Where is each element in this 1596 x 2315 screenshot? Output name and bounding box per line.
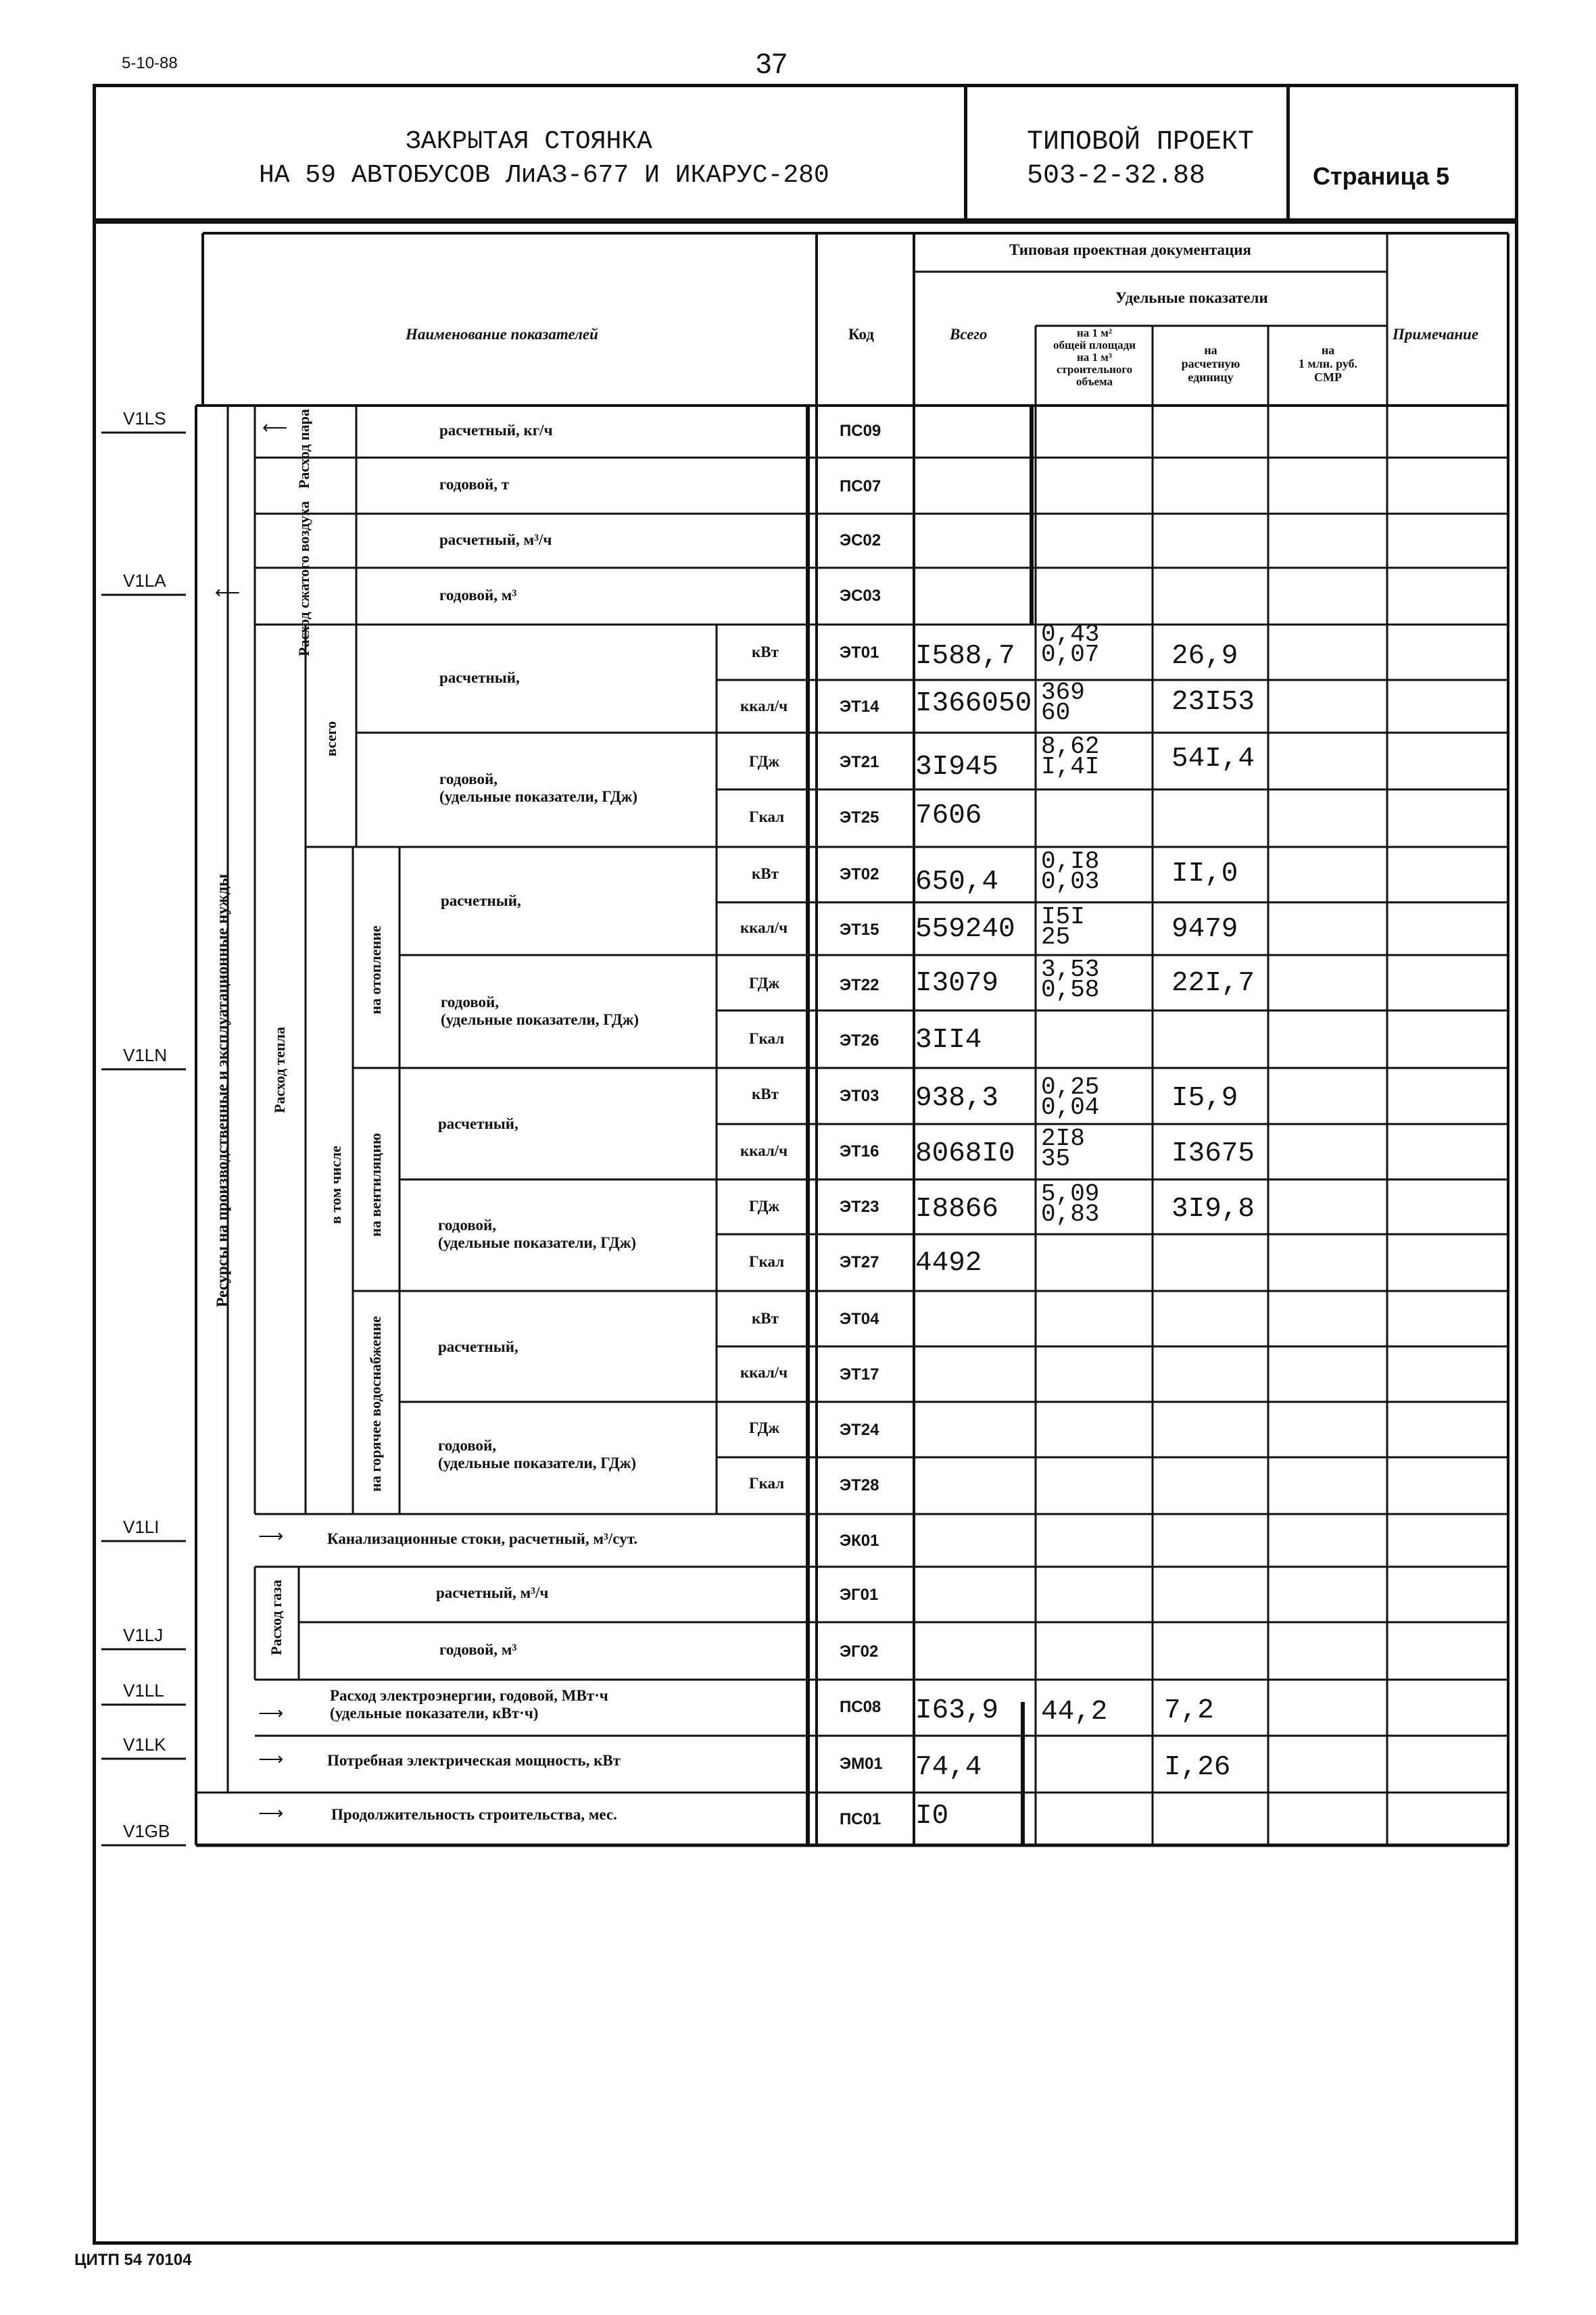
label-calc: расчетный, [438,1115,518,1132]
unit: ГДж [749,1198,780,1215]
arrow-icon: ⟶ [258,1703,284,1723]
value-total: 559240 [915,914,1015,945]
header-per-mln-l2: 1 млн. руб. [1298,357,1358,370]
group-air: Расход сжатого воздуха [295,501,312,656]
value-per-unit: I5,9 [1171,1083,1238,1114]
value-per-m2: 44,2 [1041,1697,1108,1728]
row-code: ЭТ17 [840,1365,879,1384]
label-year-t: годовой, т [439,476,510,493]
label-year-gj [438,1217,636,1252]
value-per-m2-b: 0,03 [1041,868,1100,896]
label-sewage: Канализационные стоки, расчетный, м³/сут. [327,1530,638,1547]
row-code: ЭС02 [840,531,881,550]
label-year-gj-1: годовой, [438,1437,497,1454]
unit: ГДж [749,975,780,992]
value-per-m2-b: 60 [1041,699,1071,727]
label-duration: Продолжительность строительства, мес. [331,1806,617,1823]
side-code: V1LL [123,1680,164,1701]
value-per-m2-a: I5I [1041,903,1085,931]
label-year-gj-2: (удельные показатели, ГДж) [439,788,638,805]
label-calc: расчетный, [439,669,520,686]
header-per-m2-l5: объема [1076,375,1113,388]
value-total: 650,4 [915,867,999,898]
header-total: Всего [950,326,988,343]
label-year-gj [439,771,637,806]
arrow-icon: ⟵ [215,583,241,602]
row-code: ЭМ01 [840,1755,883,1773]
header-group: Типовая проектная документация [1009,241,1251,258]
value-total: I63,9 [915,1695,999,1726]
value-total: 7606 [915,800,982,831]
value-per-unit: 26,9 [1171,641,1238,672]
title-line-1: ЗАКРЫТАЯ СТОЯНКА [406,127,652,156]
header-per-unit [1155,343,1267,384]
row-code: ЭС03 [840,587,881,605]
page-label: Страница 5 [1313,162,1450,190]
value-total: 8068I0 [915,1138,1015,1169]
label-gas-calc: расчетный, м³/ч [436,1584,549,1601]
row-code: ЭГ01 [840,1586,879,1604]
side-code: V1LA [123,570,166,591]
header-per-mln-l3: СМР [1314,370,1342,384]
value-per-unit: II,0 [1171,858,1238,890]
side-code: V1LK [123,1734,166,1755]
label-year-gj-1: годовой, [441,994,500,1010]
row-code: ПС08 [840,1698,881,1716]
footer-code: ЦИТП 54 70104 [74,2251,192,2269]
row-code: ПС01 [840,1810,881,1828]
side-code: V1GB [123,1821,170,1841]
value-per-unit: 23I53 [1171,687,1255,718]
unit: ккал/ч [740,919,788,936]
header-per-m2-l1: на 1 м² [1077,326,1112,339]
value-per-m2-a: 0,43 [1041,620,1100,648]
label-power: Потребная электрическая мощность, кВт [327,1752,621,1769]
unit: Гкал [749,1253,785,1270]
unit: кВт [752,865,779,882]
row-code: ЭТ25 [840,808,879,827]
row-code: ЭТ01 [840,643,879,662]
value-per-m2-a: 0,25 [1041,1073,1100,1101]
row-code: ПС09 [840,422,881,440]
value-per-unit: 22I,7 [1171,968,1255,999]
value-per-m2 [1041,956,1100,1004]
value-total: 3II4 [915,1025,982,1056]
unit: ГДж [749,753,780,770]
header-note: Примечание [1393,326,1479,343]
group-gas: Расход газа [268,1580,285,1655]
label-calc-m3h: расчетный, м³/ч [439,531,552,548]
label-elec-1: Расход электроэнергии, годовой, МВт·ч [330,1687,608,1704]
header-per-m2-l4: строительного [1056,363,1133,376]
row-code: ЭТ24 [840,1421,879,1439]
arrow-icon: ⟶ [258,1526,284,1546]
row-code: ЭТ23 [840,1198,879,1216]
row-code: ПС07 [840,477,881,495]
value-per-m2-a: 3,53 [1041,956,1100,983]
row-code: ЭТ02 [840,865,879,883]
unit: ГДж [749,1419,780,1436]
value-per-m2-a: 5,09 [1041,1180,1100,1208]
label-year-gj-2: (удельные показатели, ГДж) [438,1234,637,1251]
value-total: 938,3 [915,1083,999,1114]
row-code: ЭГ02 [840,1642,879,1661]
header-per-m2-l3: на 1 м³ [1077,351,1112,364]
label-elec [330,1687,608,1722]
value-per-unit: 54I,4 [1171,744,1255,775]
label-year-gj-1: годовой, [438,1217,497,1234]
value-total: 3I945 [915,752,999,783]
group-vent: на вентиляцию [367,1133,384,1237]
value-per-unit: I,26 [1164,1752,1231,1783]
value-per-unit: 7,2 [1164,1695,1214,1726]
row-code: ЭТ14 [840,698,879,716]
row-code: ЭТ22 [840,976,879,994]
label-year-gj-2: (удельные показатели, ГДж) [441,1011,639,1028]
title-line-2: НА 59 АВТОБУСОВ ЛиАЗ-677 И ИКАРУС-280 [259,161,829,190]
row-code: ЭК01 [840,1532,879,1550]
value-per-m2 [1041,1125,1085,1173]
row-code: ЭТ26 [840,1031,879,1050]
value-per-unit: 9479 [1171,914,1238,945]
unit: ккал/ч [740,1142,788,1159]
side-code: V1LS [123,408,166,429]
header-specific: Удельные показатели [1115,289,1268,306]
row-code: ЭТ16 [840,1142,879,1161]
value-per-m2-b: 0,83 [1041,1200,1100,1228]
label-year-m3: годовой, м³ [439,587,517,604]
unit: Гкал [749,1030,785,1047]
group-incl: в том числе [327,1146,344,1224]
label-calc-kg: расчетный, кг/ч [439,422,553,439]
value-per-m2 [1041,903,1085,951]
side-code: V1LJ [123,1625,164,1645]
value-total: 4492 [915,1248,982,1279]
side-code: V1LN [123,1045,168,1065]
value-per-m2-b: 0,04 [1041,1094,1100,1121]
value-total: I366050 [915,688,1032,719]
arrow-icon: ⟶ [258,1749,284,1769]
row-code: ЭТ04 [840,1310,879,1328]
unit: Гкал [749,808,785,825]
header-per-unit-l3: единицу [1188,370,1234,384]
value-per-m2-b: I,4I [1041,753,1100,781]
unit: ккал/ч [740,698,788,714]
side-code: V1LI [123,1517,160,1537]
project-line-2: 503-2-32.88 [1027,161,1206,191]
label-year-gj [438,1437,636,1472]
row-code: ЭТ15 [840,921,879,939]
group-steam: Расход пара [295,409,312,489]
header-name: Наименование показателей [406,326,598,343]
header-code: Код [848,326,875,343]
value-per-m2 [1041,620,1100,668]
row-code: ЭТ28 [840,1476,879,1494]
value-per-unit: I3675 [1171,1138,1255,1169]
page-date: 5-10-88 [122,54,178,72]
row-code: ЭТ27 [840,1253,879,1271]
label-year-gj-1: годовой, [439,771,498,787]
value-total: 74,4 [915,1752,982,1783]
value-total: I0 [915,1801,949,1832]
value-per-m2 [1041,733,1100,781]
value-per-m2-b: 0,58 [1041,976,1100,1004]
label-calc: расчетный, [441,892,521,909]
unit: кВт [752,1086,779,1102]
value-per-m2-b: 0,07 [1041,641,1100,668]
header-per-unit-l2: расчетную [1181,357,1240,370]
unit: кВт [752,1310,779,1327]
row-code: ЭТ03 [840,1087,879,1105]
unit: Гкал [749,1475,785,1492]
header-per-mln [1270,343,1386,384]
value-per-m2-a: 8,62 [1041,733,1100,760]
value-total: I3079 [915,968,999,999]
value-per-m2-b: 35 [1041,1145,1071,1173]
header-per-m2-l2: общей площади [1053,339,1136,351]
header-per-m2 [1038,327,1151,388]
group-total: всего [322,721,339,757]
unit: кВт [752,643,779,660]
arrow-icon: ⟵ [262,418,288,437]
label-year-gj [441,994,639,1029]
value-total: I8866 [915,1194,999,1225]
group-heat: Расход тепла [271,1027,288,1113]
value-per-m2 [1041,1180,1100,1228]
value-per-m2 [1041,679,1085,727]
project-line-1: ТИПОВОЙ ПРОЕКТ [1027,127,1255,157]
row-code: ЭТ21 [840,753,879,771]
label-gas-year: годовой, м³ [439,1641,517,1658]
group-resources: Ресурсы на производственные и эксплуатационные нужды [214,873,232,1308]
label-elec-2: (удельные показатели, кВт·ч) [330,1705,539,1722]
value-per-m2-a: 2I8 [1041,1125,1085,1152]
value-per-m2 [1041,1073,1100,1121]
value-total: I588,7 [915,641,1015,672]
label-calc: расчетный, [438,1338,518,1355]
label-year-gj-2: (удельные показатели, ГДж) [438,1455,637,1471]
header-per-mln-l1: на [1321,343,1335,357]
value-per-m2-a: 369 [1041,679,1085,706]
page-number: 37 [756,47,788,79]
arrow-icon: ⟶ [258,1803,284,1823]
value-per-unit: 3I9,8 [1171,1194,1255,1225]
unit: ккал/ч [740,1364,788,1381]
group-heating: на отопление [367,925,384,1015]
group-hotwater: на горячее водоснабжение [367,1316,384,1492]
value-per-m2 [1041,848,1100,896]
header-per-unit-l1: на [1204,343,1217,357]
value-per-m2-a: 0,I8 [1041,848,1100,875]
value-per-m2-b: 25 [1041,923,1071,951]
